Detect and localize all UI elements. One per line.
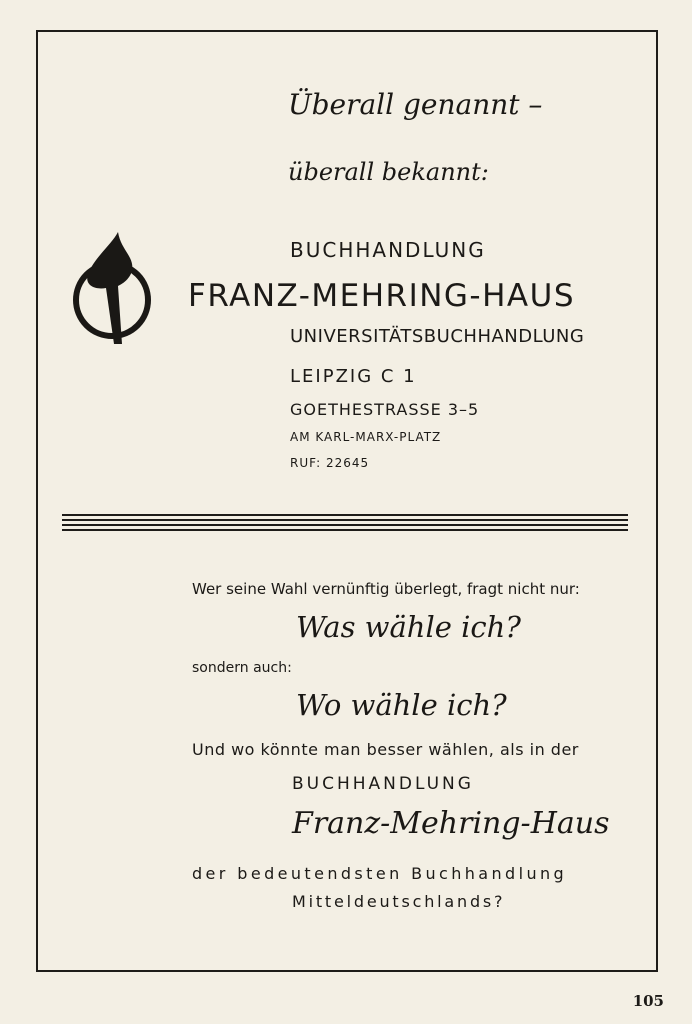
closing-label: BUCHHANDLUNG [292, 774, 474, 794]
page-number: 105 [632, 992, 664, 1010]
street-line: GOETHESTRASSE 3–5 [290, 400, 480, 419]
question-where: Wo wähle ich? [296, 688, 507, 722]
business-name: FRANZ-MEHRING-HAUS [188, 278, 575, 314]
phone-line: RUF: 22645 [290, 456, 370, 470]
question-what: Was wähle ich? [296, 610, 521, 644]
closing-line-2: Mitteldeutschlands? [292, 892, 506, 911]
torch-emblem-icon [72, 230, 152, 350]
slogan-line-2: überall bekannt: [288, 158, 489, 186]
divider-rules [62, 514, 628, 534]
transition-text: sondern auch: [192, 660, 292, 676]
closing-line-1: der bedeutendsten Buchhandlung [192, 864, 568, 883]
ad-frame [36, 30, 658, 972]
slogan-line-1: Überall genannt – [288, 88, 543, 121]
business-label: BUCHHANDLUNG [290, 238, 486, 262]
lead-text: Und wo könnte man besser wählen, als in der [192, 740, 579, 759]
name-script: Franz-Mehring-Haus [292, 806, 610, 841]
city-line: LEIPZIG C 1 [290, 366, 417, 387]
square-line: AM KARL-MARX-PLATZ [290, 430, 442, 444]
business-subtitle: UNIVERSITÄTSBUCHHANDLUNG [290, 326, 585, 347]
intro-text: Wer seine Wahl vernünftig überlegt, fragt nicht nur: [192, 580, 580, 598]
